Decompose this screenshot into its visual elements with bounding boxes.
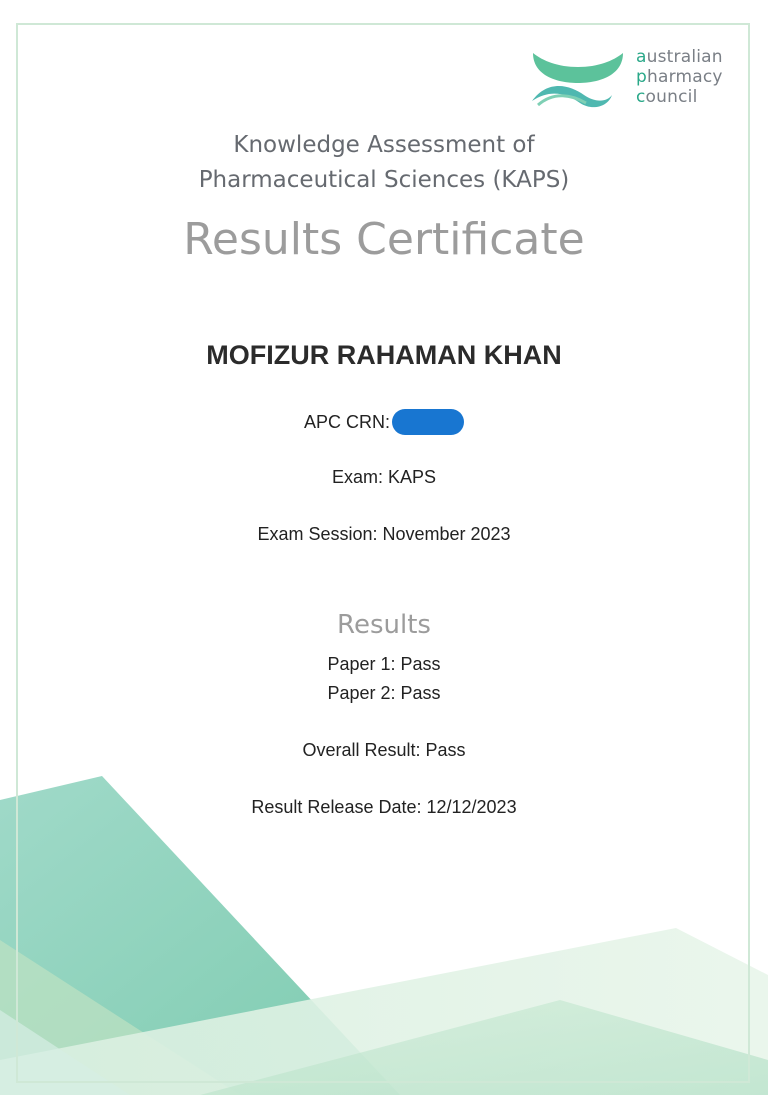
certificate-title: Results Certificate bbox=[183, 214, 585, 265]
overall-result: Overall Result: Pass bbox=[302, 740, 466, 760]
exam-name: Exam: KAPS bbox=[331, 467, 437, 487]
apc-logo bbox=[528, 45, 738, 115]
crn-redaction bbox=[392, 409, 464, 435]
paper-1-result: Paper 1: Pass bbox=[327, 654, 441, 674]
apc-logo-icon bbox=[528, 45, 628, 111]
subtitle-line-1: Knowledge Assessment of bbox=[233, 132, 535, 158]
paper-2-result: Paper 2: Pass bbox=[327, 683, 441, 703]
exam-session: Exam Session: November 2023 bbox=[257, 524, 511, 544]
results-heading: Results bbox=[337, 610, 431, 640]
certificate-subtitle bbox=[0, 128, 768, 198]
candidate-name: MOFIZUR RAHAMAN KHAN bbox=[206, 340, 562, 370]
apc-logo-text: australian pharmacy council bbox=[636, 47, 723, 107]
result-release-date: Result Release Date: 12/12/2023 bbox=[251, 797, 517, 817]
subtitle-line-2: Pharmaceutical Sciences (KAPS) bbox=[198, 167, 570, 193]
crn-row bbox=[0, 409, 768, 435]
crn-label: APC CRN: bbox=[303, 412, 390, 432]
